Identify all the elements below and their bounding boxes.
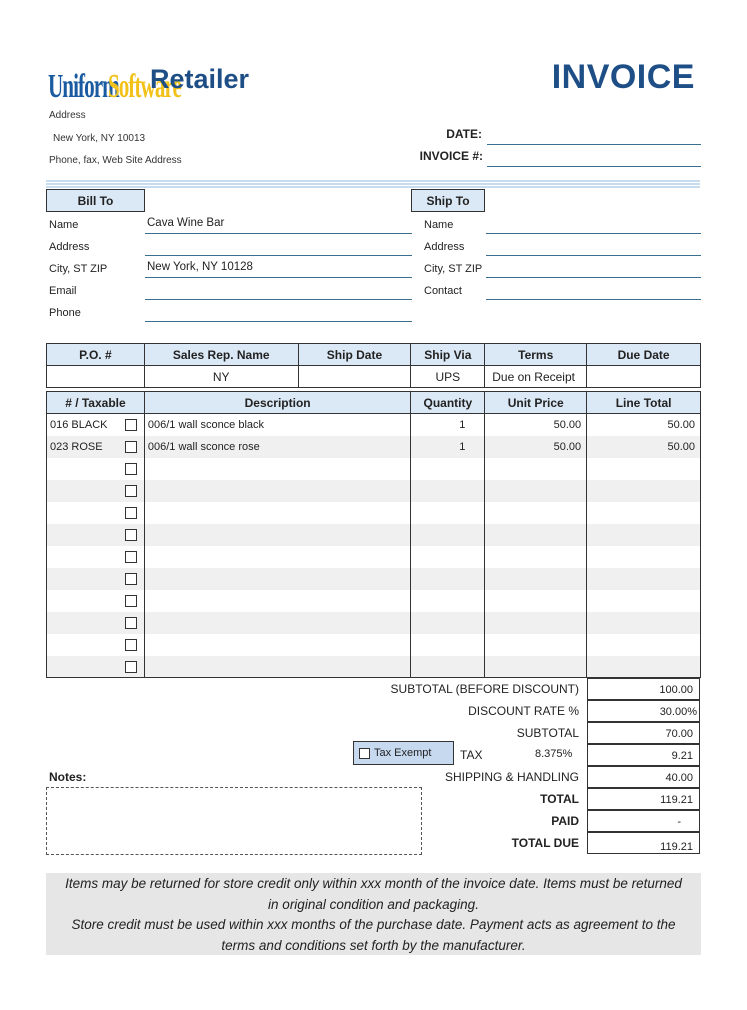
company-contact-line: Phone, fax, Web Site Address [49, 155, 182, 166]
footer-line-4: terms and conditions set forth by the manufacturer. [221, 937, 526, 953]
item-line-total-cell[interactable] [587, 546, 701, 568]
description-header: Description [144, 392, 411, 414]
item-description-cell[interactable] [144, 502, 411, 524]
item-line-total-cell[interactable] [587, 612, 701, 634]
item-line-total-cell[interactable]: 50.00 [587, 414, 701, 436]
footer-line-2: in original condition and packaging. [268, 896, 479, 912]
invoice-number-label: INVOICE #: [419, 149, 483, 163]
item-quantity-cell[interactable] [411, 590, 485, 612]
terms-header: Terms [485, 344, 587, 366]
subtotal-label: SUBTOTAL [516, 726, 579, 740]
taxable-checkbox[interactable] [125, 529, 137, 541]
date-label: DATE: [446, 127, 482, 141]
taxable-checkbox[interactable] [125, 551, 137, 563]
taxable-checkbox[interactable] [125, 419, 137, 431]
ship-to-address-field[interactable] [486, 239, 701, 256]
bill-to-address-label: Address [49, 241, 90, 253]
item-description-cell[interactable] [144, 590, 411, 612]
footer-line-1: Items may be returned for store credit only within xxx month of the invoice date. Items must be returned [65, 876, 682, 891]
item-quantity-cell[interactable] [411, 568, 485, 590]
ship-date-header: Ship Date [298, 344, 411, 366]
item-quantity-cell[interactable]: 1 [411, 436, 485, 458]
item-unit-price-cell[interactable] [485, 634, 587, 656]
item-number-cell[interactable] [47, 524, 145, 546]
ship-to-header: Ship To [411, 189, 485, 212]
item-quantity-cell[interactable] [411, 480, 485, 502]
item-number-cell[interactable] [47, 480, 145, 502]
tax-rate-value[interactable]: 8.375% [535, 748, 573, 760]
discount-rate-value[interactable]: 30.00% [587, 700, 700, 722]
item-unit-price-cell[interactable]: 50.00 [485, 436, 587, 458]
ship-to-city-label: City, ST ZIP [424, 263, 483, 275]
total-due-value: 119.21 [587, 832, 700, 854]
shipping-value[interactable]: 40.00 [587, 766, 700, 788]
terms-footer [46, 873, 701, 955]
item-description-cell[interactable] [144, 656, 411, 678]
item-unit-price-cell[interactable] [485, 568, 587, 590]
bill-to-header: Bill To [46, 189, 145, 212]
item-description-cell[interactable] [144, 524, 411, 546]
item-description-cell[interactable] [144, 634, 411, 656]
tax-label: TAX [460, 748, 483, 762]
bill-to-city-field[interactable]: New York, NY 10128 [145, 261, 412, 278]
due-date-header: Due Date [587, 344, 701, 366]
paid-label: PAID [551, 814, 579, 828]
item-number-cell[interactable] [47, 414, 145, 436]
table-row [47, 480, 701, 502]
table-row [47, 502, 701, 524]
due-date-value[interactable] [587, 366, 701, 388]
table-row [47, 546, 701, 568]
item-number-cell[interactable] [47, 568, 145, 590]
table-row [47, 656, 701, 678]
ship-via-value[interactable]: UPS [411, 366, 485, 388]
total-value: 119.21 [587, 788, 700, 810]
table-row [47, 414, 701, 436]
item-unit-price-cell[interactable] [485, 590, 587, 612]
logo-uniform-text: Uniform [48, 68, 119, 105]
logo-retailer-text: Retailer [150, 64, 250, 94]
order-info-table [46, 343, 701, 388]
footer-line-3: Store credit must be used within xxx months of the purchase date. Payment acts as agreement to the [71, 917, 676, 932]
item-line-total-cell[interactable] [587, 480, 701, 502]
item-unit-price-cell[interactable]: 50.00 [485, 414, 587, 436]
taxable-checkbox[interactable] [125, 507, 137, 519]
notes-box[interactable] [46, 787, 422, 855]
taxable-checkbox[interactable] [125, 661, 137, 673]
line-items-table [46, 391, 701, 678]
unit-price-header: Unit Price [485, 392, 587, 414]
bill-to-name-label: Name [49, 219, 79, 231]
taxable-checkbox[interactable] [125, 595, 137, 607]
item-line-total-cell[interactable] [587, 458, 701, 480]
table-row [47, 524, 701, 546]
table-row [47, 436, 701, 458]
item-number-cell[interactable] [47, 590, 145, 612]
company-logo [48, 58, 259, 106]
item-number-header: # / Taxable [47, 392, 145, 414]
bill-to-address-field[interactable] [145, 239, 412, 256]
item-description-cell[interactable] [144, 480, 411, 502]
item-description-cell[interactable]: 006/1 wall sconce black [144, 414, 411, 436]
item-description-cell[interactable] [144, 612, 411, 634]
table-row [47, 590, 701, 612]
taxable-checkbox[interactable] [125, 617, 137, 629]
item-unit-price-cell[interactable] [485, 458, 587, 480]
invoice-number-field[interactable] [487, 149, 701, 167]
order-info-header-row [47, 344, 701, 366]
taxable-checkbox[interactable] [125, 485, 137, 497]
item-line-total-cell[interactable] [587, 590, 701, 612]
bill-to-name-field[interactable]: Cava Wine Bar [145, 217, 412, 234]
bill-to-email-label: Email [49, 285, 77, 297]
discount-rate-label: DISCOUNT RATE % [468, 704, 579, 718]
sales-rep-value[interactable]: NY [144, 366, 298, 388]
item-unit-price-cell[interactable] [485, 546, 587, 568]
subtotal-before-discount-label: SUBTOTAL (BEFORE DISCOUNT) [390, 682, 579, 696]
company-city-line: New York, NY 10013 [53, 133, 146, 144]
item-number-cell[interactable] [47, 612, 145, 634]
table-row [47, 634, 701, 656]
line-total-header: Line Total [587, 392, 701, 414]
table-row [47, 458, 701, 480]
bill-to-email-field[interactable] [145, 283, 412, 300]
po-value[interactable] [47, 366, 145, 388]
taxable-checkbox[interactable] [125, 441, 137, 453]
ship-to-name-label: Name [424, 219, 454, 231]
subtotal-before-discount-value: 100.00 [587, 678, 700, 700]
item-unit-price-cell[interactable] [485, 612, 587, 634]
ship-to-name-field[interactable] [486, 217, 701, 234]
item-number-cell[interactable] [47, 546, 145, 568]
tax-exempt-checkbox-icon[interactable] [359, 748, 370, 759]
tax-value: 9.21 [587, 744, 700, 766]
ship-to-contact-field[interactable] [486, 283, 701, 300]
notes-label: Notes: [49, 770, 87, 784]
tax-exempt-checkbox[interactable] [353, 741, 454, 765]
item-number-cell[interactable] [47, 436, 145, 458]
logo-software-text: Software [108, 68, 181, 105]
item-line-total-cell[interactable]: 50.00 [587, 436, 701, 458]
ship-to-address-label: Address [424, 241, 465, 253]
item-quantity-cell[interactable] [411, 458, 485, 480]
item-line-total-cell[interactable] [587, 656, 701, 678]
item-number-text: 023 ROSE [50, 440, 103, 453]
bill-to-phone-label: Phone [49, 307, 81, 319]
item-description-cell[interactable] [144, 458, 411, 480]
ship-via-header: Ship Via [411, 344, 485, 366]
item-description-cell[interactable]: 006/1 wall sconce rose [144, 436, 411, 458]
item-unit-price-cell[interactable] [485, 524, 587, 546]
item-unit-price-cell[interactable] [485, 480, 587, 502]
item-unit-price-cell[interactable] [485, 502, 587, 524]
date-field[interactable] [487, 127, 701, 145]
item-number-cell[interactable] [47, 502, 145, 524]
item-quantity-cell[interactable]: 1 [411, 414, 485, 436]
taxable-checkbox[interactable] [125, 573, 137, 585]
ship-to-contact-label: Contact [424, 285, 462, 297]
quantity-header: Quantity [411, 392, 485, 414]
item-quantity-cell[interactable] [411, 546, 485, 568]
item-quantity-cell[interactable] [411, 502, 485, 524]
item-description-cell[interactable] [144, 568, 411, 590]
item-line-total-cell[interactable] [587, 634, 701, 656]
item-quantity-cell[interactable] [411, 656, 485, 678]
total-label: TOTAL [540, 792, 579, 806]
tax-exempt-label: Tax Exempt [374, 747, 432, 759]
invoice-title: INVOICE [551, 58, 695, 96]
bill-to-phone-field[interactable] [145, 305, 412, 322]
item-description-cell[interactable] [144, 546, 411, 568]
terms-value[interactable]: Due on Receipt [485, 366, 587, 388]
paid-value[interactable]: - [587, 810, 700, 832]
item-line-total-cell[interactable] [587, 568, 701, 590]
company-address-label: Address [49, 110, 86, 121]
item-number-cell[interactable] [47, 656, 145, 678]
item-line-total-cell[interactable] [587, 502, 701, 524]
table-row [47, 568, 701, 590]
item-quantity-cell[interactable] [411, 634, 485, 656]
shipping-label: SHIPPING & HANDLING [444, 770, 579, 784]
item-unit-price-cell[interactable] [485, 656, 587, 678]
bill-to-city-label: City, ST ZIP [49, 263, 108, 275]
item-quantity-cell[interactable] [411, 524, 485, 546]
item-number-cell[interactable] [47, 458, 145, 480]
item-number-text: 016 BLACK [50, 418, 108, 431]
ship-to-city-field[interactable] [486, 261, 701, 278]
taxable-checkbox[interactable] [125, 639, 137, 651]
item-number-cell[interactable] [47, 634, 145, 656]
sales-rep-header: Sales Rep. Name [144, 344, 298, 366]
item-line-total-cell[interactable] [587, 524, 701, 546]
po-header: P.O. # [47, 344, 145, 366]
line-items-header-row [47, 392, 701, 414]
ship-date-value[interactable] [298, 366, 411, 388]
item-quantity-cell[interactable] [411, 612, 485, 634]
total-due-label: TOTAL DUE [511, 836, 579, 850]
subtotal-value: 70.00 [587, 722, 700, 744]
order-info-value-row [47, 366, 701, 388]
taxable-checkbox[interactable] [125, 463, 137, 475]
table-row [47, 612, 701, 634]
